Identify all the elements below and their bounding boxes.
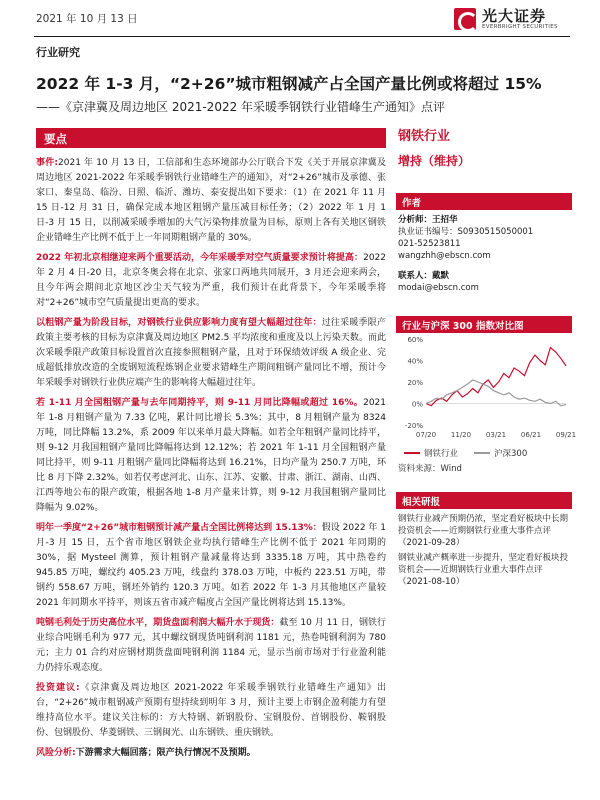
paragraph-text: 《京津冀及周边地区 2021-2022 年采暖季钢铁行业错峰生产通知》出台，“2+26”城市粗钢减产预期有望持续到明年 3 月，预计主要上市钢企盈利能力有望维持高位水平。建议关注标的：方大特钢、新钢股份、宝钢股份、首钢股份、鞍钢股份、包钢股份、华菱钢铁、三钢闽光、山东钢铁、重庆钢铁。 — [36, 683, 387, 738]
paragraph-lead: 2022 年初北京相继迎来两个重要活动，今年采暖季对空气质量要求预计将提高： — [36, 253, 364, 263]
paragraph-text: 2021 年 10 月 13 日，工信部和生态环境部办公厅联合下发《关于开展京津冀及周边地区 2021-2022 年采暖季钢铁行业错峰生产的通知》，对“2+26”城市及承德、张家口、秦皇岛、临汾、日照、临沂、潍坊、泰安提出如下要求：（1）在 2021 年 11 月 15 日-12 月 31 日，确保完成本地区粗钢产量压减目标任务；（2）2022 年 1 月 1 日-3 月 15 日，以削减采暖季增加的大气污染物排放量为目标，原则上各有关地区钢铁企业错峰生产比例不低于上一年同期粗钢产量的 30%。 — [36, 158, 386, 243]
paragraph-margin — [36, 616, 386, 676]
brand-name-en: EVERBRIGHT SECURITIES — [482, 24, 558, 30]
paragraph-text: 2022 年 2 月 4 日-20 日，北京冬奥会将在北京、张家口两地共同展开，3 月还会迎来两会，且今年两会期间北京地区沙尘天气较为严重，我们预计在此背景下，今年采暖季将对“2+26”城市空气质量提出更高的要求。 — [36, 253, 386, 308]
analyst-phone: 021-52523811 — [398, 239, 461, 249]
paragraph-lead: 以粗钢产量为阶段目标，对钢铁行业供应影响力度有望大幅超过往年： — [36, 318, 322, 328]
research-header: 相关研报 — [396, 492, 572, 509]
paragraph-text: 下游需求大幅回落；限产执行情况不及预期。 — [75, 748, 256, 758]
main-body — [36, 156, 386, 766]
x-tick-label: 03/21 — [485, 431, 507, 439]
chart-header: 行业与沪深 300 指数对比图 — [396, 316, 572, 333]
paragraph-lead: 吨钢毛利处于历史高位水平，期货盘面利润大幅升水于现货： — [36, 618, 280, 628]
paragraph-text: 2021 年 1-8 月粗钢产量为 7.33 亿吨，累计同比增长 5.3%；其中，8 月粗钢产量为 8324 万吨，同比降幅 13.2%，系 2009 年以来单月最大降幅。如若全年粗钢产量同比持平，则 9-12 月我国粗钢产量同比降幅将达到 12.12%；若 2021 年 1-11 月全国粗钢产量同比持平，则 9-11 月粗钢产量同比降幅将达到 16.21%，日均产量为 250.7 万吨，环比 8 月下降 2.32%。如若仅考虑河北、山东、江苏、安徽、甘肃、浙江、湖南、山西、江西等地公布的限产政策，根据各地 1-8 月产量来计算，则 9-12 月我国粗钢产量同比降幅为 9.02%。 — [36, 398, 386, 513]
analyst-name: 分析师：王招华 — [398, 215, 458, 225]
x-tick-label: 09/21 — [555, 431, 577, 439]
paragraph-event — [36, 156, 386, 246]
related-research-section — [396, 492, 572, 595]
legend-swatch-steel — [404, 452, 420, 454]
authors-header: 作者 — [396, 193, 572, 210]
y-tick-label: -20% — [404, 422, 423, 430]
paragraph-risk — [36, 746, 386, 761]
paragraph-text: 假设 2022 年 1 月-3 月 15 日，五个省市地区钢铁企业均执行错峰生产比例不低于 2021 年同期的 30%，据 Mysteel 测算，预计粗钢产量减量将达到 3335.18 万吨，其中热卷约 945.85 万吨，螺纹约 405.23 万吨，线盘约 378.03 万吨，中板约 223.51 万吨，带钢约 558.67 万吨，钢坯外销约 120.3 万吨。如若 2022 年 1-3 月其他地区产量较 2021 年同期水平持平，则该五省市减产幅度占全国产量比例将达到 15.13%。 — [36, 523, 386, 608]
legend-hs300 — [474, 447, 527, 459]
index-chart-section — [396, 316, 577, 474]
paragraph-lead: 明年一季度“2+26”城市粗钢预计减产量占全国比例将达到 15.13%： — [36, 523, 322, 533]
contact-name: 联系人：戴默 — [398, 271, 450, 281]
paragraph-text: 过往采暖季限产政策主要考核的目标为京津冀及周边地区 PM2.5 平均浓度和重度及以上污染天数。而此次采暖季限产政策目标设置首次直接参照粗钢产量，且对于环保绩效评级 A 级企业、完成超低排放改造的全废钢短流程炼钢企业要求错峰生产期间粗钢产量同比不增，预计今年采暖季对钢铁行业供应端产生的影响将大幅超过往年。 — [36, 318, 386, 388]
index-chart — [396, 333, 577, 445]
paragraph-q1 — [36, 521, 386, 611]
chart-legend — [396, 447, 572, 459]
y-tick-label: 60% — [407, 336, 423, 344]
sidebar — [396, 128, 577, 595]
authors-section — [396, 193, 572, 298]
paragraph-beijing — [36, 251, 386, 311]
analyst-cert: 执业证书编号：S0930515050001 — [398, 227, 534, 237]
y-tick-label: 20% — [407, 379, 423, 387]
paragraph-lead: 投资建议: — [36, 683, 80, 693]
paragraph-output — [36, 396, 386, 516]
paragraph-lead: 事件: — [36, 158, 59, 168]
header-rule — [34, 36, 570, 37]
report-date: 2021 年 10 月 13 日 — [36, 13, 138, 25]
contact-email[interactable]: modai@ebscn.com — [398, 283, 479, 293]
x-tick-label: 06/21 — [520, 431, 542, 439]
brand-name: 光大证券 — [482, 7, 547, 25]
research-item[interactable]: 钢铁行业减产预期仍浓，坚定看好板块中长期投资机会——近期钢铁行业重大事件点评 （2021-09-28） — [398, 514, 569, 548]
legend-steel — [404, 447, 458, 459]
paragraph-lead: 风险分析: — [36, 748, 76, 758]
analyst-email[interactable]: wangzhh@ebscn.com — [398, 251, 491, 261]
brand-logo — [454, 4, 574, 34]
report-title: 2022 年 1-3 月，“2+26”城市粗钢减产占全国产量比例或将超过 15% — [36, 75, 542, 93]
legend-swatch-hs300 — [474, 452, 490, 454]
y-tick-label: 0% — [411, 400, 423, 409]
paragraph-text: 截至 10 月 11 日，钢铁行业综合吨钢毛利为 977 元，其中螺纹钢现货吨钢利润 1181 元，热卷吨钢利润为 780 元；主力 01 合约对应钢材期货盘面吨钢利润 1184 元，显示当前市场对于行业盈利能力仍持乐观态度。 — [36, 618, 386, 673]
report-category: 行业研究 — [36, 46, 80, 59]
legend-label-steel: 钢铁行业 — [424, 449, 459, 459]
paragraph-advice — [36, 681, 386, 741]
sector-name: 钢铁行业 — [398, 129, 451, 144]
chart-source: 资料来源：Wind — [398, 464, 462, 474]
highlights-header: 要点 — [36, 128, 386, 148]
paragraph-policy — [36, 316, 386, 391]
x-tick-label: 11/20 — [450, 431, 472, 439]
y-tick-label: 40% — [407, 357, 423, 366]
sector-rating: 增持（维持） — [398, 154, 471, 168]
report-subtitle: ——《京津冀及周边地区 2021-2022 年采暖季钢铁行业错峰生产通知》点评 — [36, 100, 446, 114]
series-line-steel — [426, 348, 566, 406]
brand-logo-icon — [454, 8, 476, 30]
research-item[interactable]: 钢铁业减产概率进一步提升，坚定看好板块投资机会——近期钢铁行业重大事件点评 （2021-08-10） — [398, 553, 569, 587]
x-tick-label: 07/20 — [415, 431, 437, 439]
legend-label-hs300: 沪深300 — [494, 449, 528, 459]
paragraph-lead: 若 1-11 月全国粗钢产量与去年同期持平，则 9-11 月同比降幅或超过 16%。 — [36, 398, 364, 408]
